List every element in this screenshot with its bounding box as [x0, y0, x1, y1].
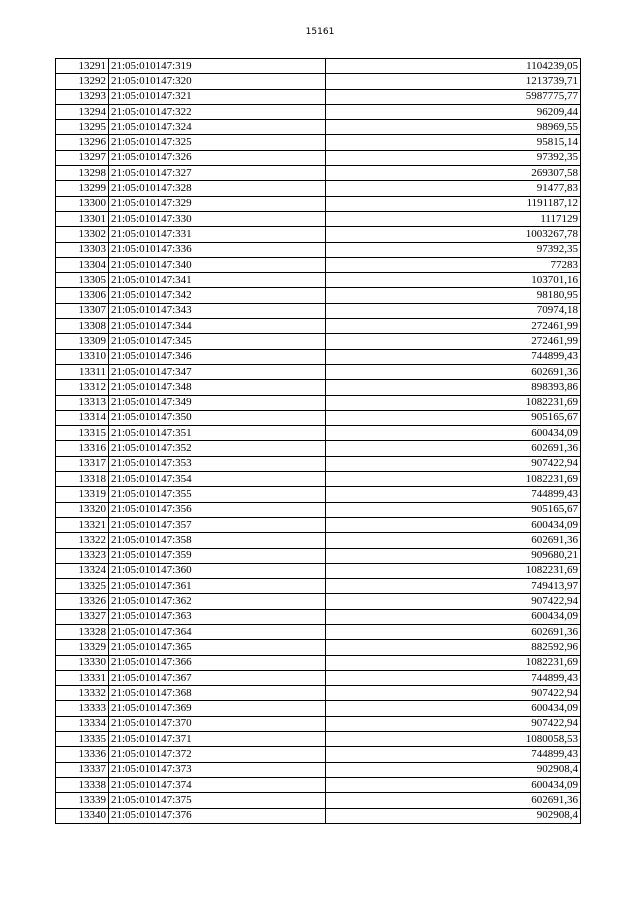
row-number-cell: 13311: [56, 364, 109, 379]
cadastral-value-cell: 602691,36: [326, 533, 581, 548]
cadastral-value-cell: 600434,09: [326, 517, 581, 532]
cadastral-number-cell: 21:05:010147:321: [109, 89, 326, 104]
table-row: [56, 410, 581, 425]
cadastral-value-cell: 1082231,69: [326, 472, 581, 487]
cadastral-value-cell: 1213739,71: [326, 74, 581, 89]
table-body: [56, 59, 581, 824]
cadastral-number-cell: 21:05:010147:329: [109, 196, 326, 211]
row-number-cell: 13292: [56, 74, 109, 89]
row-number-cell: 13318: [56, 472, 109, 487]
cadastral-number-cell: 21:05:010147:351: [109, 426, 326, 441]
cadastral-number-cell: 21:05:010147:362: [109, 594, 326, 609]
cadastral-number-cell: 21:05:010147:358: [109, 533, 326, 548]
row-number-cell: 13329: [56, 640, 109, 655]
row-number-cell: 13324: [56, 563, 109, 578]
row-number-cell: 13313: [56, 395, 109, 410]
cadastral-value-cell: 907422,94: [326, 686, 581, 701]
cadastral-number-cell: 21:05:010147:354: [109, 472, 326, 487]
table-row: [56, 640, 581, 655]
row-number-cell: 13299: [56, 181, 109, 196]
row-number-cell: 13334: [56, 716, 109, 731]
table-row: [56, 517, 581, 532]
cadastral-value-cell: 602691,36: [326, 793, 581, 808]
table-row: [56, 426, 581, 441]
table-row: [56, 211, 581, 226]
cadastral-number-cell: 21:05:010147:328: [109, 181, 326, 196]
cadastral-value-cell: 909680,21: [326, 548, 581, 563]
cadastral-number-cell: 21:05:010147:331: [109, 227, 326, 242]
cadastral-number-cell: 21:05:010147:325: [109, 135, 326, 150]
table-row: [56, 181, 581, 196]
cadastral-number-cell: 21:05:010147:326: [109, 150, 326, 165]
table-row: [56, 150, 581, 165]
cadastral-number-cell: 21:05:010147:374: [109, 777, 326, 792]
table-row: [56, 655, 581, 670]
row-number-cell: 13302: [56, 227, 109, 242]
cadastral-value-cell: 70974,18: [326, 303, 581, 318]
table-row: [56, 808, 581, 823]
table-row: [56, 89, 581, 104]
cadastral-value-cell: 600434,09: [326, 777, 581, 792]
cadastral-value-cell: 98180,95: [326, 288, 581, 303]
cadastral-number-cell: 21:05:010147:345: [109, 334, 326, 349]
table-row: [56, 74, 581, 89]
cadastral-number-cell: 21:05:010147:357: [109, 517, 326, 532]
cadastral-number-cell: 21:05:010147:352: [109, 441, 326, 456]
cadastral-number-cell: 21:05:010147:322: [109, 104, 326, 119]
table-row: [56, 242, 581, 257]
cadastral-value-cell: 600434,09: [326, 609, 581, 624]
row-number-cell: 13309: [56, 334, 109, 349]
cadastral-value-cell: 744899,43: [326, 747, 581, 762]
table-row: [56, 257, 581, 272]
cadastral-value-cell: 269307,58: [326, 166, 581, 181]
row-number-cell: 13338: [56, 777, 109, 792]
row-number-cell: 13312: [56, 380, 109, 395]
cadastral-number-cell: 21:05:010147:373: [109, 762, 326, 777]
row-number-cell: 13325: [56, 579, 109, 594]
cadastral-number-cell: 21:05:010147:371: [109, 732, 326, 747]
row-number-cell: 13319: [56, 487, 109, 502]
row-number-cell: 13315: [56, 426, 109, 441]
cadastral-number-cell: 21:05:010147:364: [109, 624, 326, 639]
cadastral-value-cell: 91477,83: [326, 181, 581, 196]
cadastral-number-cell: 21:05:010147:363: [109, 609, 326, 624]
row-number-cell: 13332: [56, 686, 109, 701]
row-number-cell: 13305: [56, 273, 109, 288]
cadastral-value-cell: 744899,43: [326, 670, 581, 685]
table-row: [56, 166, 581, 181]
cadastral-value-cell: 907422,94: [326, 456, 581, 471]
row-number-cell: 13317: [56, 456, 109, 471]
table-row: [56, 196, 581, 211]
cadastral-number-cell: 21:05:010147:320: [109, 74, 326, 89]
table-row: [56, 594, 581, 609]
row-number-cell: 13336: [56, 747, 109, 762]
cadastral-number-cell: 21:05:010147:361: [109, 579, 326, 594]
cadastral-value-cell: 600434,09: [326, 701, 581, 716]
table-row: [56, 670, 581, 685]
cadastral-value-cell: 602691,36: [326, 364, 581, 379]
cadastral-value-cell: 95815,14: [326, 135, 581, 150]
cadastral-number-cell: 21:05:010147:353: [109, 456, 326, 471]
table-row: [56, 227, 581, 242]
row-number-cell: 13301: [56, 211, 109, 226]
cadastral-number-cell: 21:05:010147:319: [109, 59, 326, 74]
row-number-cell: 13339: [56, 793, 109, 808]
cadastral-number-cell: 21:05:010147:348: [109, 380, 326, 395]
table-row: [56, 624, 581, 639]
table-row: [56, 135, 581, 150]
cadastral-number-cell: 21:05:010147:350: [109, 410, 326, 425]
cadastral-value-cell: 600434,09: [326, 426, 581, 441]
cadastral-value-table: [55, 58, 581, 824]
cadastral-number-cell: 21:05:010147:343: [109, 303, 326, 318]
row-number-cell: 13297: [56, 150, 109, 165]
row-number-cell: 13340: [56, 808, 109, 823]
cadastral-value-cell: 272461,99: [326, 334, 581, 349]
cadastral-number-cell: 21:05:010147:369: [109, 701, 326, 716]
cadastral-value-cell: 902908,4: [326, 762, 581, 777]
table-row: [56, 793, 581, 808]
table-row: [56, 273, 581, 288]
cadastral-value-cell: 602691,36: [326, 441, 581, 456]
cadastral-value-cell: 882592,96: [326, 640, 581, 655]
cadastral-value-cell: 96209,44: [326, 104, 581, 119]
table-row: [56, 319, 581, 334]
cadastral-number-cell: 21:05:010147:367: [109, 670, 326, 685]
table-row: [56, 120, 581, 135]
cadastral-number-cell: 21:05:010147:365: [109, 640, 326, 655]
table-row: [56, 349, 581, 364]
row-number-cell: 13330: [56, 655, 109, 670]
row-number-cell: 13337: [56, 762, 109, 777]
row-number-cell: 13322: [56, 533, 109, 548]
row-number-cell: 13293: [56, 89, 109, 104]
row-number-cell: 13321: [56, 517, 109, 532]
cadastral-value-cell: 602691,36: [326, 624, 581, 639]
page-number: 15161: [305, 27, 335, 37]
row-number-cell: 13327: [56, 609, 109, 624]
cadastral-number-cell: 21:05:010147:330: [109, 211, 326, 226]
row-number-cell: 13308: [56, 319, 109, 334]
cadastral-value-cell: 902908,4: [326, 808, 581, 823]
row-number-cell: 13335: [56, 732, 109, 747]
table-row: [56, 364, 581, 379]
row-number-cell: 13314: [56, 410, 109, 425]
cadastral-value-cell: 1003267,78: [326, 227, 581, 242]
cadastral-value-cell: 1117129: [326, 211, 581, 226]
cadastral-value-cell: 1082231,69: [326, 395, 581, 410]
cadastral-value-cell: 1191187,12: [326, 196, 581, 211]
row-number-cell: 13307: [56, 303, 109, 318]
row-number-cell: 13320: [56, 502, 109, 517]
cadastral-number-cell: 21:05:010147:336: [109, 242, 326, 257]
table-row: [56, 732, 581, 747]
cadastral-number-cell: 21:05:010147:368: [109, 686, 326, 701]
table-row: [56, 334, 581, 349]
cadastral-value-cell: 97392,35: [326, 242, 581, 257]
table-row: [56, 456, 581, 471]
cadastral-number-cell: 21:05:010147:340: [109, 257, 326, 272]
table-row: [56, 395, 581, 410]
cadastral-value-cell: 1080058,53: [326, 732, 581, 747]
row-number-cell: 13310: [56, 349, 109, 364]
table-row: [56, 762, 581, 777]
table-row: [56, 563, 581, 578]
row-number-cell: 13323: [56, 548, 109, 563]
cadastral-value-cell: 1082231,69: [326, 563, 581, 578]
cadastral-value-cell: 898393,86: [326, 380, 581, 395]
table-row: [56, 288, 581, 303]
row-number-cell: 13306: [56, 288, 109, 303]
cadastral-value-cell: 905165,67: [326, 502, 581, 517]
table-row: [56, 303, 581, 318]
table-row: [56, 609, 581, 624]
cadastral-number-cell: 21:05:010147:366: [109, 655, 326, 670]
row-number-cell: 13316: [56, 441, 109, 456]
cadastral-value-cell: 744899,43: [326, 487, 581, 502]
cadastral-number-cell: 21:05:010147:341: [109, 273, 326, 288]
cadastral-value-cell: 905165,67: [326, 410, 581, 425]
row-number-cell: 13331: [56, 670, 109, 685]
cadastral-number-cell: 21:05:010147:349: [109, 395, 326, 410]
row-number-cell: 13295: [56, 120, 109, 135]
row-number-cell: 13328: [56, 624, 109, 639]
cadastral-number-cell: 21:05:010147:324: [109, 120, 326, 135]
row-number-cell: 13326: [56, 594, 109, 609]
cadastral-value-cell: 907422,94: [326, 716, 581, 731]
table-row: [56, 472, 581, 487]
cadastral-value-cell: 103701,16: [326, 273, 581, 288]
cadastral-value-cell: 97392,35: [326, 150, 581, 165]
table-row: [56, 59, 581, 74]
cadastral-value-cell: 749413,97: [326, 579, 581, 594]
cadastral-value-cell: 98969,55: [326, 120, 581, 135]
row-number-cell: 13304: [56, 257, 109, 272]
cadastral-value-cell: 1082231,69: [326, 655, 581, 670]
table-row: [56, 441, 581, 456]
table-row: [56, 104, 581, 119]
cadastral-number-cell: 21:05:010147:327: [109, 166, 326, 181]
cadastral-number-cell: 21:05:010147:372: [109, 747, 326, 762]
cadastral-number-cell: 21:05:010147:359: [109, 548, 326, 563]
row-number-cell: 13303: [56, 242, 109, 257]
table-row: [56, 579, 581, 594]
cadastral-number-cell: 21:05:010147:375: [109, 793, 326, 808]
cadastral-number-cell: 21:05:010147:355: [109, 487, 326, 502]
cadastral-number-cell: 21:05:010147:344: [109, 319, 326, 334]
row-number-cell: 13300: [56, 196, 109, 211]
table-row: [56, 380, 581, 395]
row-number-cell: 13294: [56, 104, 109, 119]
row-number-cell: 13298: [56, 166, 109, 181]
table-row: [56, 777, 581, 792]
cadastral-number-cell: 21:05:010147:370: [109, 716, 326, 731]
cadastral-value-cell: 77283: [326, 257, 581, 272]
table-row: [56, 533, 581, 548]
cadastral-value-cell: 907422,94: [326, 594, 581, 609]
cadastral-value-cell: 272461,99: [326, 319, 581, 334]
cadastral-number-cell: 21:05:010147:342: [109, 288, 326, 303]
cadastral-value-cell: 744899,43: [326, 349, 581, 364]
row-number-cell: 13291: [56, 59, 109, 74]
cadastral-value-cell: 5987775,77: [326, 89, 581, 104]
row-number-cell: 13333: [56, 701, 109, 716]
table-row: [56, 716, 581, 731]
row-number-cell: 13296: [56, 135, 109, 150]
cadastral-number-cell: 21:05:010147:347: [109, 364, 326, 379]
cadastral-number-cell: 21:05:010147:360: [109, 563, 326, 578]
table-row: [56, 686, 581, 701]
cadastral-number-cell: 21:05:010147:356: [109, 502, 326, 517]
cadastral-number-cell: 21:05:010147:376: [109, 808, 326, 823]
cadastral-number-cell: 21:05:010147:346: [109, 349, 326, 364]
cadastral-value-cell: 1104239,05: [326, 59, 581, 74]
table-row: [56, 502, 581, 517]
table-row: [56, 701, 581, 716]
table-row: [56, 487, 581, 502]
table-row: [56, 548, 581, 563]
table-row: [56, 747, 581, 762]
